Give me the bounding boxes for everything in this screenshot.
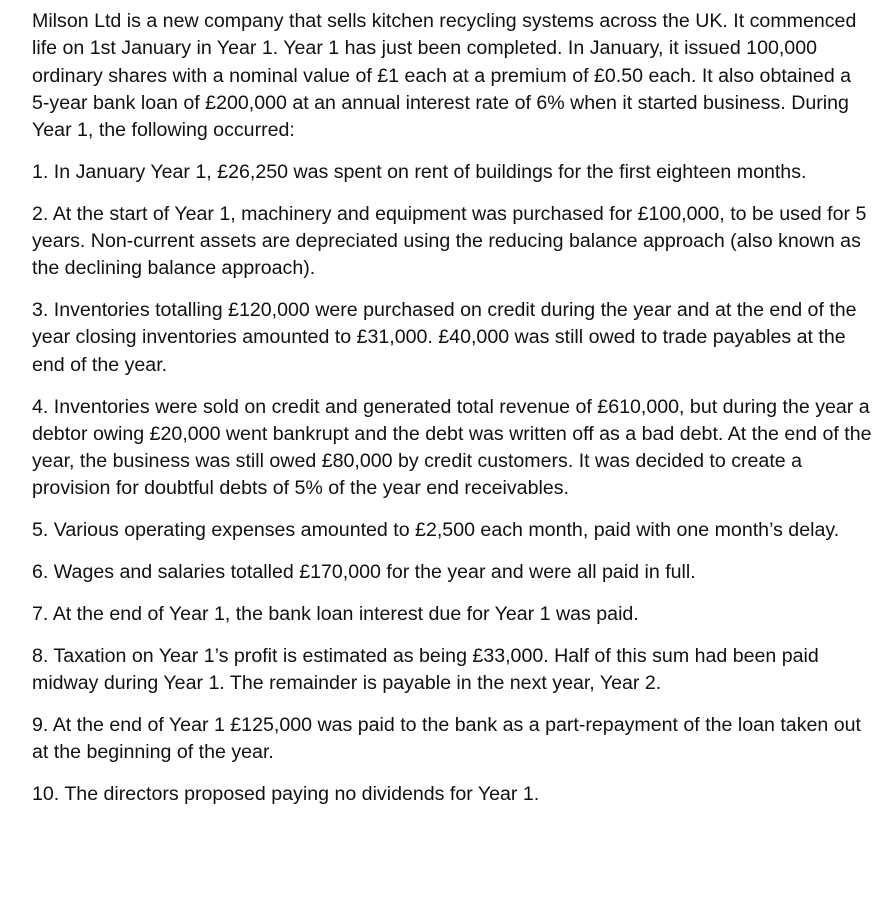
list-item-3: 3. Inventories totalling £120,000 were purchased on credit during the year and at the end of the year closing inventories amounted to £31,000. £40,000 was still owed to trade payables at the end of the year. (32, 299, 857, 376)
intro-paragraph: Milson Ltd is a new company that sells kitchen recycling systems across the UK. It commenced life on 1st January in Year 1. Year 1 has just been completed. In January, it issued 100,000 ordinary shares with a nominal value of £1 each at a premium of £0.50 each. It also obtained a 5-year bank loan of £200,000 at an annual interest rate of 6% when it started business. During Year 1, the following occurred: (32, 10, 857, 142)
list-item-10: 10. The directors proposed paying no dividends for Year 1. (32, 782, 540, 805)
list-item-6: 6. Wages and salaries totalled £170,000 for the year and were all paid in full. (32, 561, 696, 584)
list-item-5: 5. Various operating expenses amounted to £2,500 each month, paid with one month’s delay. (32, 519, 840, 542)
list-item-4: 4. Inventories were sold on credit and generated total revenue of £610,000, but during the year a debtor owing £20,000 went bankrupt and the debt was written off as a bad debt. At the end of the year, the business was still owed £80,000 by credit customers. It was decided to create a provision for doubtful debts of 5% of the year end receivables. (32, 395, 872, 500)
list-item-2: 2. At the start of Year 1, machinery and equipment was purchased for £100,000, to be used for 5 years. Non-current assets are depreciated using the reducing balance approach (also known as the declining balance approach). (32, 202, 867, 280)
list-item-9: 9. At the end of Year 1 £125,000 was paid to the bank as a part-repayment of the loan taken out at the beginning of the year. (32, 713, 861, 764)
list-item-7: 7. At the end of Year 1, the bank loan interest due for Year 1 was paid. (32, 602, 639, 625)
list-item-1: 1. In January Year 1, £26,250 was spent on rent of buildings for the first eighteen months. (32, 160, 807, 183)
list-item-8: 8. Taxation on Year 1’s profit is estimated as being £33,000. Half of this sum had been paid midway during Year 1. The remainder is payable in the next year, Year 2. (32, 644, 819, 694)
case-study-document (32, 8, 872, 823)
